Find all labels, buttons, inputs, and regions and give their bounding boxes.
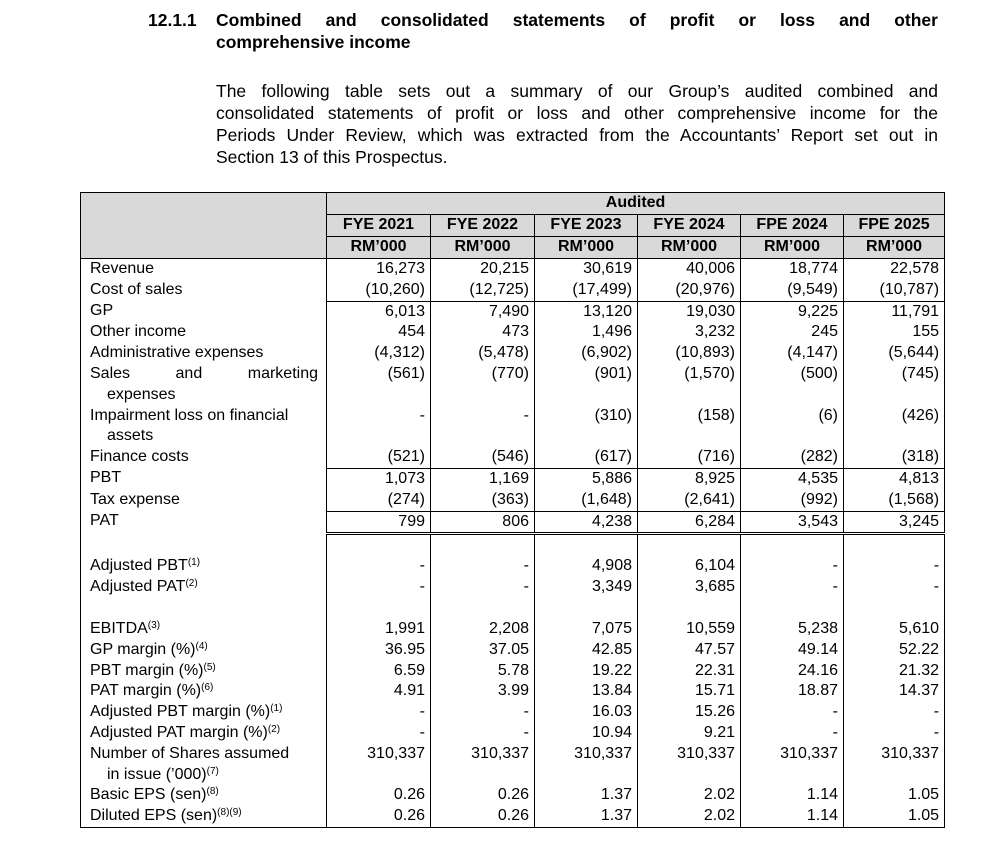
unit-header: RM’000 xyxy=(844,237,945,259)
footnote-ref: (1) xyxy=(270,703,283,715)
value-cell: 155 xyxy=(844,322,945,343)
value-cell: 3,232 xyxy=(638,322,741,343)
value-cell: 30,619 xyxy=(535,259,638,280)
row-label: Finance costs xyxy=(81,447,327,468)
value-cell: (12,725) xyxy=(431,280,535,301)
value-cell: (1,648) xyxy=(535,490,638,511)
value-cell: - xyxy=(327,723,431,744)
value-cell: - xyxy=(327,406,431,448)
value-cell: - xyxy=(741,556,844,577)
value-cell: - xyxy=(327,556,431,577)
value-cell: (561) xyxy=(327,364,431,406)
period-header: FPE 2024 xyxy=(741,215,844,237)
value-cell: 310,337 xyxy=(535,744,638,786)
value-cell: 310,337 xyxy=(638,744,741,786)
row-label-continuation: expenses xyxy=(107,385,176,403)
value-cell: 13.84 xyxy=(535,681,638,702)
value-cell: - xyxy=(431,556,535,577)
period-header: FYE 2022 xyxy=(431,215,535,237)
value-cell: 6,284 xyxy=(638,511,741,534)
footnote-ref: (4) xyxy=(195,640,208,652)
footnote-ref: (2) xyxy=(185,578,198,590)
table-row xyxy=(81,577,945,598)
period-header: FYE 2024 xyxy=(638,215,741,237)
value-cell: (6,902) xyxy=(535,343,638,364)
value-cell: - xyxy=(431,702,535,723)
header-row-audited xyxy=(81,193,945,215)
value-cell: 10.94 xyxy=(535,723,638,744)
row-label-continuation: in issue (’000)$^{(7)}$ xyxy=(107,765,219,783)
value-cell: 24.16 xyxy=(741,661,844,682)
footnote-ref: (7) xyxy=(206,765,219,777)
value-cell: - xyxy=(844,556,945,577)
value-cell: (318) xyxy=(844,447,945,468)
value-cell: 1.05 xyxy=(844,785,945,806)
value-cell: - xyxy=(327,702,431,723)
value-cell: 15.26 xyxy=(638,702,741,723)
row-label: GP xyxy=(81,301,327,322)
value-cell: 13,120 xyxy=(535,301,638,322)
value-cell: (500) xyxy=(741,364,844,406)
value-cell: 8,925 xyxy=(638,468,741,489)
value-cell: 1.37 xyxy=(535,785,638,806)
table-row xyxy=(81,343,945,364)
value-cell: (1,570) xyxy=(638,364,741,406)
value-cell: - xyxy=(741,577,844,598)
value-cell: 1.14 xyxy=(741,806,844,827)
value-cell: 1,496 xyxy=(535,322,638,343)
unit-header: RM’000 xyxy=(638,237,741,259)
value-cell: (158) xyxy=(638,406,741,448)
table-row xyxy=(81,406,945,448)
value-cell: - xyxy=(431,577,535,598)
value-cell: 0.26 xyxy=(431,806,535,827)
row-label: PAT xyxy=(81,511,327,534)
value-cell: (546) xyxy=(431,447,535,468)
value-cell: 0.26 xyxy=(327,785,431,806)
value-cell: 14.37 xyxy=(844,681,945,702)
table-row xyxy=(81,490,945,511)
value-cell: (5,644) xyxy=(844,343,945,364)
value-cell: 4,813 xyxy=(844,468,945,489)
value-cell: 22,578 xyxy=(844,259,945,280)
value-cell: 7,490 xyxy=(431,301,535,322)
value-cell: 16.03 xyxy=(535,702,638,723)
value-cell: (716) xyxy=(638,447,741,468)
row-label: GP margin (%)$^{(4)}$ xyxy=(81,640,327,661)
value-cell: (363) xyxy=(431,490,535,511)
value-cell: 2,208 xyxy=(431,619,535,640)
section-title-line1: Combined and consolidated statements of profit or loss and other xyxy=(216,10,938,30)
row-label: Adjusted PBT margin (%)$^{(1)}$ xyxy=(81,702,327,723)
value-cell: - xyxy=(844,702,945,723)
value-cell: 310,337 xyxy=(327,744,431,786)
footnote-ref: (6) xyxy=(201,682,214,694)
footnote-ref: (5) xyxy=(203,661,216,673)
value-cell: 806 xyxy=(431,511,535,534)
value-cell: 245 xyxy=(741,322,844,343)
row-label: Administrative expenses xyxy=(81,343,327,364)
row-label: Diluted EPS (sen)$^{(8)(9)}$ xyxy=(81,806,327,827)
value-cell: 47.57 xyxy=(638,640,741,661)
value-cell: 19.22 xyxy=(535,661,638,682)
value-cell: 310,337 xyxy=(741,744,844,786)
footnote-ref: (8)(9) xyxy=(217,807,242,819)
row-label: Cost of sales xyxy=(81,280,327,301)
value-cell: (20,976) xyxy=(638,280,741,301)
table-row xyxy=(81,744,945,786)
intro-line: consolidated statements of profit or loss and other comprehensive income for the xyxy=(216,103,938,123)
value-cell: 5,610 xyxy=(844,619,945,640)
table-row xyxy=(81,511,945,534)
value-cell: 2.02 xyxy=(638,806,741,827)
value-cell: 37.05 xyxy=(431,640,535,661)
value-cell: (274) xyxy=(327,490,431,511)
value-cell: 3,685 xyxy=(638,577,741,598)
intro-line: Section 13 of this Prospectus. xyxy=(216,147,448,167)
table-row xyxy=(81,556,945,577)
value-cell: 6,013 xyxy=(327,301,431,322)
value-cell: 5,238 xyxy=(741,619,844,640)
value-cell: 1,073 xyxy=(327,468,431,489)
value-cell: (310) xyxy=(535,406,638,448)
value-cell: (282) xyxy=(741,447,844,468)
unit-header: RM’000 xyxy=(327,237,431,259)
unit-header: RM’000 xyxy=(431,237,535,259)
value-cell: 799 xyxy=(327,511,431,534)
table-row xyxy=(81,723,945,744)
table-row xyxy=(81,468,945,489)
value-cell: 19,030 xyxy=(638,301,741,322)
value-cell: (6) xyxy=(741,406,844,448)
value-cell: (521) xyxy=(327,447,431,468)
value-cell: 1,991 xyxy=(327,619,431,640)
value-cell: 10,559 xyxy=(638,619,741,640)
value-cell: 4,238 xyxy=(535,511,638,534)
value-cell: 1,169 xyxy=(431,468,535,489)
value-cell: (770) xyxy=(431,364,535,406)
value-cell: 21.32 xyxy=(844,661,945,682)
value-cell: (10,787) xyxy=(844,280,945,301)
value-cell: 40,006 xyxy=(638,259,741,280)
value-cell: 9,225 xyxy=(741,301,844,322)
table-row xyxy=(81,785,945,806)
row-label: Basic EPS (sen)$^{(8)}$ xyxy=(81,785,327,806)
value-cell: 473 xyxy=(431,322,535,343)
value-cell: 5,886 xyxy=(535,468,638,489)
value-cell: - xyxy=(741,723,844,744)
value-cell: 18,774 xyxy=(741,259,844,280)
value-cell: (10,893) xyxy=(638,343,741,364)
value-cell: (901) xyxy=(535,364,638,406)
audited-header: Audited xyxy=(327,193,945,215)
value-cell: 4,535 xyxy=(741,468,844,489)
value-cell: 1.14 xyxy=(741,785,844,806)
table-row xyxy=(81,702,945,723)
value-cell: 310,337 xyxy=(844,744,945,786)
section-title-line2: comprehensive income xyxy=(216,32,411,52)
intro-line: Periods Under Review, which was extracted from the Accountants’ Report set out in xyxy=(216,125,938,145)
spacer-row xyxy=(81,598,945,619)
intro-paragraph xyxy=(216,80,938,168)
row-label: Adjusted PAT margin (%)$^{(2)}$ xyxy=(81,723,327,744)
value-cell: - xyxy=(741,702,844,723)
value-cell: (2,641) xyxy=(638,490,741,511)
value-cell: 3,543 xyxy=(741,511,844,534)
value-cell: 5.78 xyxy=(431,661,535,682)
period-header: FYE 2023 xyxy=(535,215,638,237)
financial-summary-table xyxy=(80,192,945,828)
unit-header: RM’000 xyxy=(535,237,638,259)
table-row xyxy=(81,681,945,702)
value-cell: - xyxy=(431,406,535,448)
period-header: FYE 2021 xyxy=(327,215,431,237)
value-cell: - xyxy=(844,723,945,744)
value-cell: 7,075 xyxy=(535,619,638,640)
table-row xyxy=(81,259,945,280)
row-label: Impairment loss on financial assets xyxy=(81,406,327,448)
value-cell: - xyxy=(844,577,945,598)
table-row xyxy=(81,806,945,827)
value-cell: 6.59 xyxy=(327,661,431,682)
value-cell: 1.37 xyxy=(535,806,638,827)
value-cell: 3,245 xyxy=(844,511,945,534)
value-cell: 36.95 xyxy=(327,640,431,661)
footnote-ref: (3) xyxy=(147,619,161,631)
table-row xyxy=(81,640,945,661)
value-cell: 18.87 xyxy=(741,681,844,702)
table-row xyxy=(81,301,945,322)
table-row xyxy=(81,280,945,301)
value-cell: 16,273 xyxy=(327,259,431,280)
table-row xyxy=(81,364,945,406)
row-label-line: Sales and marketing xyxy=(90,364,318,382)
row-label: PBT xyxy=(81,468,327,489)
period-header: FPE 2025 xyxy=(844,215,945,237)
row-label xyxy=(81,364,327,406)
value-cell: (5,478) xyxy=(431,343,535,364)
value-cell: (4,147) xyxy=(741,343,844,364)
row-label: Tax expense xyxy=(81,490,327,511)
footnote-ref: (2) xyxy=(267,723,281,735)
row-label: Other income xyxy=(81,322,327,343)
row-label: PBT margin (%)$^{(5)}$ xyxy=(81,661,327,682)
table-row xyxy=(81,447,945,468)
value-cell: 42.85 xyxy=(535,640,638,661)
intro-line: The following table sets out a summary of our Group’s audited combined and xyxy=(216,81,938,101)
row-label: Revenue xyxy=(81,259,327,280)
unit-header: RM’000 xyxy=(741,237,844,259)
value-cell: (426) xyxy=(844,406,945,448)
row-label: Number of Shares assumed in issue (’000)$^{(7)}$ xyxy=(81,744,327,786)
value-cell: - xyxy=(431,723,535,744)
row-label: PAT margin (%)$^{(6)}$ xyxy=(81,681,327,702)
value-cell: (1,568) xyxy=(844,490,945,511)
value-cell: - xyxy=(327,577,431,598)
value-cell: (17,499) xyxy=(535,280,638,301)
value-cell: 9.21 xyxy=(638,723,741,744)
value-cell: 49.14 xyxy=(741,640,844,661)
value-cell: 0.26 xyxy=(431,785,535,806)
row-label-continuation: assets xyxy=(107,427,154,445)
value-cell: 4.91 xyxy=(327,681,431,702)
value-cell: 6,104 xyxy=(638,556,741,577)
value-cell: 11,791 xyxy=(844,301,945,322)
value-cell: 4,908 xyxy=(535,556,638,577)
value-cell: (9,549) xyxy=(741,280,844,301)
table-row xyxy=(81,619,945,640)
value-cell: 310,337 xyxy=(431,744,535,786)
table-row xyxy=(81,322,945,343)
row-label: Adjusted PBT$^{(1)}$ xyxy=(81,556,327,577)
footnote-ref: (1) xyxy=(187,557,201,569)
value-cell: (745) xyxy=(844,364,945,406)
section-number: 12.1.1 xyxy=(148,10,197,30)
spacer-row xyxy=(81,534,945,557)
row-label: EBITDA$^{(3)}$ xyxy=(81,619,327,640)
value-cell: (10,260) xyxy=(327,280,431,301)
value-cell: 3,349 xyxy=(535,577,638,598)
header-blank-cell xyxy=(81,193,327,259)
table-row xyxy=(81,661,945,682)
value-cell: 1.05 xyxy=(844,806,945,827)
row-label: Adjusted PAT$^{(2)}$ xyxy=(81,577,327,598)
value-cell: (4,312) xyxy=(327,343,431,364)
footnote-ref: (8) xyxy=(206,786,219,798)
value-cell: (617) xyxy=(535,447,638,468)
value-cell: 454 xyxy=(327,322,431,343)
value-cell: 22.31 xyxy=(638,661,741,682)
value-cell: 15.71 xyxy=(638,681,741,702)
value-cell: 0.26 xyxy=(327,806,431,827)
value-cell: 20,215 xyxy=(431,259,535,280)
value-cell: 2.02 xyxy=(638,785,741,806)
value-cell: (992) xyxy=(741,490,844,511)
value-cell: 52.22 xyxy=(844,640,945,661)
value-cell: 3.99 xyxy=(431,681,535,702)
